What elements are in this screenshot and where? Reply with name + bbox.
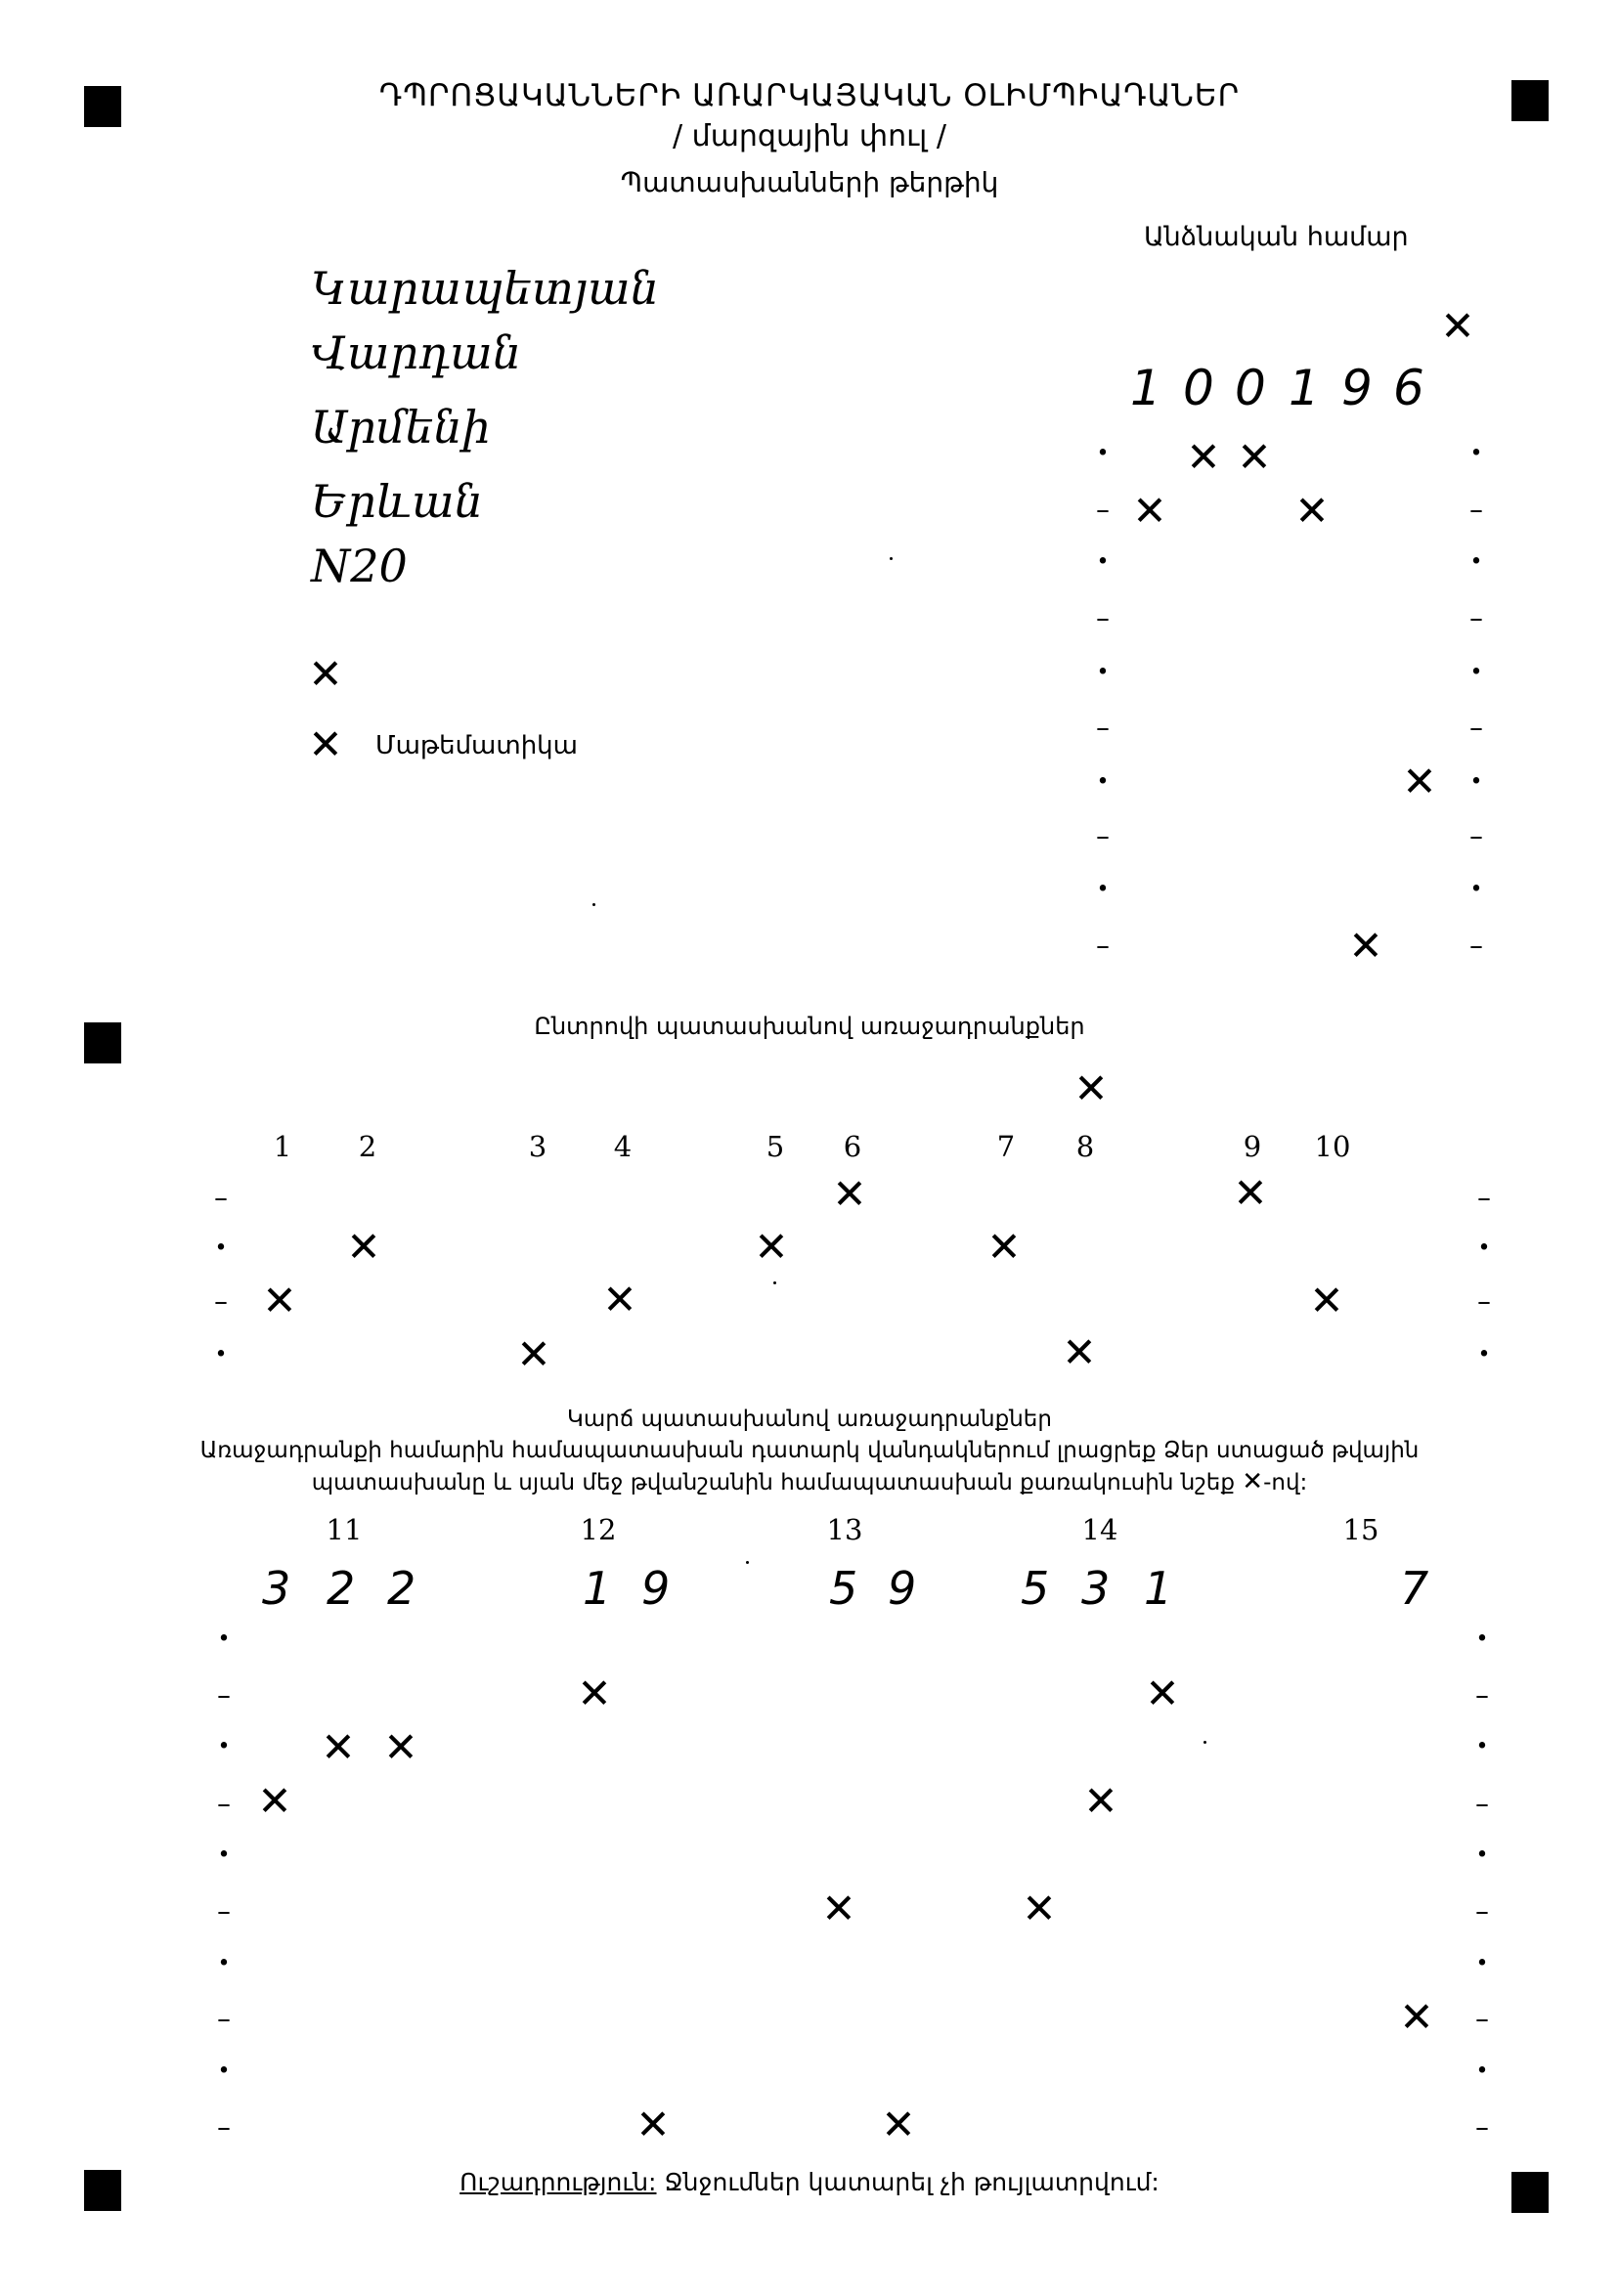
mc-question-number: 3 [528, 1130, 547, 1163]
row-tick-dot: • [1096, 549, 1110, 575]
x-mark-glyph: ✕ [1242, 1467, 1264, 1496]
digit-bubble-mark[interactable]: ✕ [1402, 758, 1437, 805]
q12-answer-digit: 1 [583, 1562, 612, 1615]
student-school-number: N20 [311, 540, 408, 592]
student-patronymic: Արմենի [311, 401, 491, 454]
mc-answer-mark-q4[interactable]: ✕ [602, 1276, 637, 1323]
row-tick-dot: • [1469, 877, 1483, 902]
row-tick-dot: • [1475, 1626, 1489, 1652]
row-tick-dot: • [1469, 441, 1483, 466]
short-answer-mark[interactable]: ✕ [1083, 1777, 1118, 1825]
short-question-number: 13 [826, 1513, 863, 1546]
short-section-title: Կարճ պատասխանով առաջադրանքներ [567, 1407, 1052, 1432]
row-tick-dot: • [217, 1626, 231, 1652]
row-tick-dash: – [1469, 819, 1483, 852]
olympiad-stage: / մարզային փուլ / [673, 119, 946, 153]
row-tick-dash: – [1477, 1284, 1491, 1318]
personal-number-digit: 6 [1393, 360, 1424, 416]
mc-answer-mark-q3[interactable]: ✕ [516, 1330, 551, 1378]
row-tick-dash: – [1477, 1181, 1491, 1214]
row-tick-dash: – [1096, 601, 1110, 634]
student-first-name: Վարդան [311, 326, 522, 379]
short-question-number: 14 [1081, 1513, 1118, 1546]
q13-answer-digit: 9 [888, 1562, 917, 1615]
digit-bubble-mark[interactable]: ✕ [1348, 922, 1383, 970]
personal-number-label: Անձնական համար [1144, 222, 1409, 252]
row-tick-dot: • [217, 2058, 231, 2084]
answer-sheet-title: Պատասխանների թերթիկ [620, 166, 999, 198]
mc-question-number: 9 [1243, 1130, 1262, 1163]
row-tick-dot: • [1469, 549, 1483, 575]
row-tick-dot: • [1469, 769, 1483, 795]
row-tick-dot: • [1475, 1951, 1489, 1976]
checkbox-mark-blank[interactable]: ✕ [308, 650, 343, 698]
mc-question-number: 5 [766, 1130, 785, 1163]
stray-dot [890, 557, 893, 560]
mc-section-title: Ընտրովի պատասխանով առաջադրանքներ [534, 1013, 1085, 1040]
row-tick-dash: – [1096, 711, 1110, 744]
q14-answer-digit: 1 [1144, 1562, 1173, 1615]
mc-answer-mark-q1[interactable]: ✕ [262, 1277, 297, 1324]
row-tick-dash: – [1469, 601, 1483, 634]
row-tick-dot: • [214, 1342, 228, 1367]
row-tick-dot: • [1096, 441, 1110, 466]
stray-dot [773, 1281, 776, 1284]
row-tick-dash: – [217, 1787, 231, 1820]
instruction-text: պատասխանը և սյան մեջ թվանշանին համապատասխան քառակուսին նշեք [311, 1470, 1235, 1495]
instruction-suffix: -ով: [1263, 1470, 1308, 1495]
mc-question-number: 8 [1075, 1130, 1095, 1163]
mc-question-number: 10 [1314, 1130, 1351, 1163]
row-tick-dot: • [1475, 1734, 1489, 1759]
digit-bubble-mark[interactable]: ✕ [1186, 433, 1221, 481]
row-tick-dot: • [1096, 660, 1110, 685]
row-tick-dot: • [214, 1235, 228, 1261]
short-section-instruction: Առաջադրանքի համարին համապատասխան դատարկ վանդակներում լրացրեք Ձեր ստացած թվային [199, 1438, 1420, 1463]
digit-bubble-mark[interactable]: ✕ [1132, 487, 1167, 535]
student-surname: Կարապետյան [311, 262, 659, 315]
short-answer-mark[interactable]: ✕ [1399, 1993, 1434, 2041]
row-tick-dash: – [1096, 929, 1110, 962]
short-answer-mark[interactable]: ✕ [635, 2101, 671, 2148]
short-section-instruction-line2 [0, 1466, 1619, 1498]
q14-answer-digit: 3 [1081, 1562, 1111, 1615]
row-tick-dash: – [217, 2110, 231, 2144]
footer-warning [0, 2168, 1619, 2196]
row-tick-dot: • [1475, 2058, 1489, 2084]
mc-question-number: 6 [843, 1130, 862, 1163]
q12-answer-digit: 9 [641, 1562, 671, 1615]
row-tick-dot: • [1475, 1842, 1489, 1868]
stray-dot [746, 1561, 749, 1564]
digit-bubble-mark[interactable]: ✕ [1294, 487, 1330, 535]
olympiad-title: ԴՊՐՈՑԱԿԱՆՆԵՐԻ ԱՌԱՐԿԱՅԱԿԱՆ ՕԼԻՄՊԻԱԴԱՆԵՐ [378, 78, 1241, 113]
short-answer-mark[interactable]: ✕ [321, 1723, 356, 1771]
mc-question-number: 1 [273, 1130, 292, 1163]
short-answer-mark[interactable]: ✕ [383, 1723, 418, 1771]
mc-answer-mark-q2[interactable]: ✕ [346, 1223, 381, 1271]
mc-answer-mark-q6[interactable]: ✕ [832, 1170, 867, 1218]
q14-answer-digit: 5 [1021, 1562, 1050, 1615]
row-tick-dash: – [214, 1181, 228, 1214]
mc-answer-mark-q5[interactable]: ✕ [754, 1223, 789, 1271]
short-answer-mark[interactable]: ✕ [1145, 1669, 1180, 1717]
row-tick-dot: • [1096, 877, 1110, 902]
row-tick-dash: – [1475, 1678, 1489, 1711]
short-question-number: 15 [1342, 1513, 1379, 1546]
mc-answer-mark-q8[interactable]: ✕ [1062, 1328, 1097, 1376]
student-city: Երևան [311, 475, 483, 528]
q15-answer-digit: 7 [1400, 1562, 1429, 1615]
row-tick-dash: – [1469, 493, 1483, 526]
row-tick-dot: • [217, 1734, 231, 1759]
short-answer-mark[interactable]: ✕ [881, 2101, 916, 2148]
digit-bubble-mark[interactable]: ✕ [1237, 433, 1272, 481]
row-tick-dash: – [1475, 1787, 1489, 1820]
row-tick-dash: – [214, 1284, 228, 1318]
mc-answer-mark-q9[interactable]: ✕ [1233, 1169, 1268, 1217]
row-tick-dash: – [217, 2002, 231, 2035]
mc-question-number: 7 [996, 1130, 1016, 1163]
stray-dot [592, 903, 595, 906]
warning-label: Ուշադրություն: [459, 2168, 657, 2196]
personal-number-digit: 1 [1289, 360, 1320, 416]
subject-label: Մաթեմատիկա [375, 731, 578, 760]
mc-question-number: 4 [613, 1130, 633, 1163]
short-question-number: 11 [326, 1513, 363, 1546]
row-tick-dash: – [1469, 711, 1483, 744]
row-tick-dot: • [1096, 769, 1110, 795]
personal-number-digit: 9 [1341, 360, 1373, 416]
q11-answer-digit: 2 [387, 1562, 416, 1615]
short-question-number: 12 [580, 1513, 617, 1546]
row-tick-dot: • [1477, 1235, 1491, 1261]
mc-question-number: 2 [358, 1130, 377, 1163]
row-tick-dot: • [1477, 1342, 1491, 1367]
stray-dot [1203, 1741, 1206, 1744]
row-tick-dot: • [217, 1951, 231, 1976]
warning-text: Ջնջումներ կատարել չի թույլատրվում: [664, 2168, 1160, 2196]
row-tick-dash: – [1096, 493, 1110, 526]
row-tick-dash: – [217, 1894, 231, 1928]
row-tick-dot: • [217, 1842, 231, 1868]
row-tick-dash: – [217, 1678, 231, 1711]
short-answer-mark[interactable]: ✕ [821, 1884, 856, 1932]
q11-answer-digit: 2 [327, 1562, 356, 1615]
personal-number-digit: 0 [1235, 360, 1266, 416]
row-tick-dash: – [1469, 929, 1483, 962]
personal-number-top-mark[interactable]: ✕ [1440, 302, 1475, 350]
row-tick-dash: – [1475, 1894, 1489, 1928]
q11-answer-digit: 3 [262, 1562, 291, 1615]
short-answer-mark[interactable]: ✕ [577, 1669, 612, 1717]
short-answer-mark[interactable]: ✕ [257, 1777, 292, 1825]
row-tick-dot: • [1469, 660, 1483, 685]
subject-checkbox-mark[interactable]: ✕ [308, 720, 343, 768]
short-answer-mark[interactable]: ✕ [1022, 1884, 1057, 1932]
row-tick-dash: – [1096, 819, 1110, 852]
mc-extra-mark[interactable]: ✕ [1073, 1064, 1109, 1112]
mc-answer-mark-q7[interactable]: ✕ [986, 1223, 1022, 1271]
personal-number-digit: 0 [1183, 360, 1214, 416]
row-tick-dash: – [1475, 2110, 1489, 2144]
personal-number-digit: 1 [1130, 360, 1161, 416]
q13-answer-digit: 5 [829, 1562, 858, 1615]
mc-answer-mark-q10[interactable]: ✕ [1309, 1277, 1344, 1324]
row-tick-dash: – [1475, 2002, 1489, 2035]
